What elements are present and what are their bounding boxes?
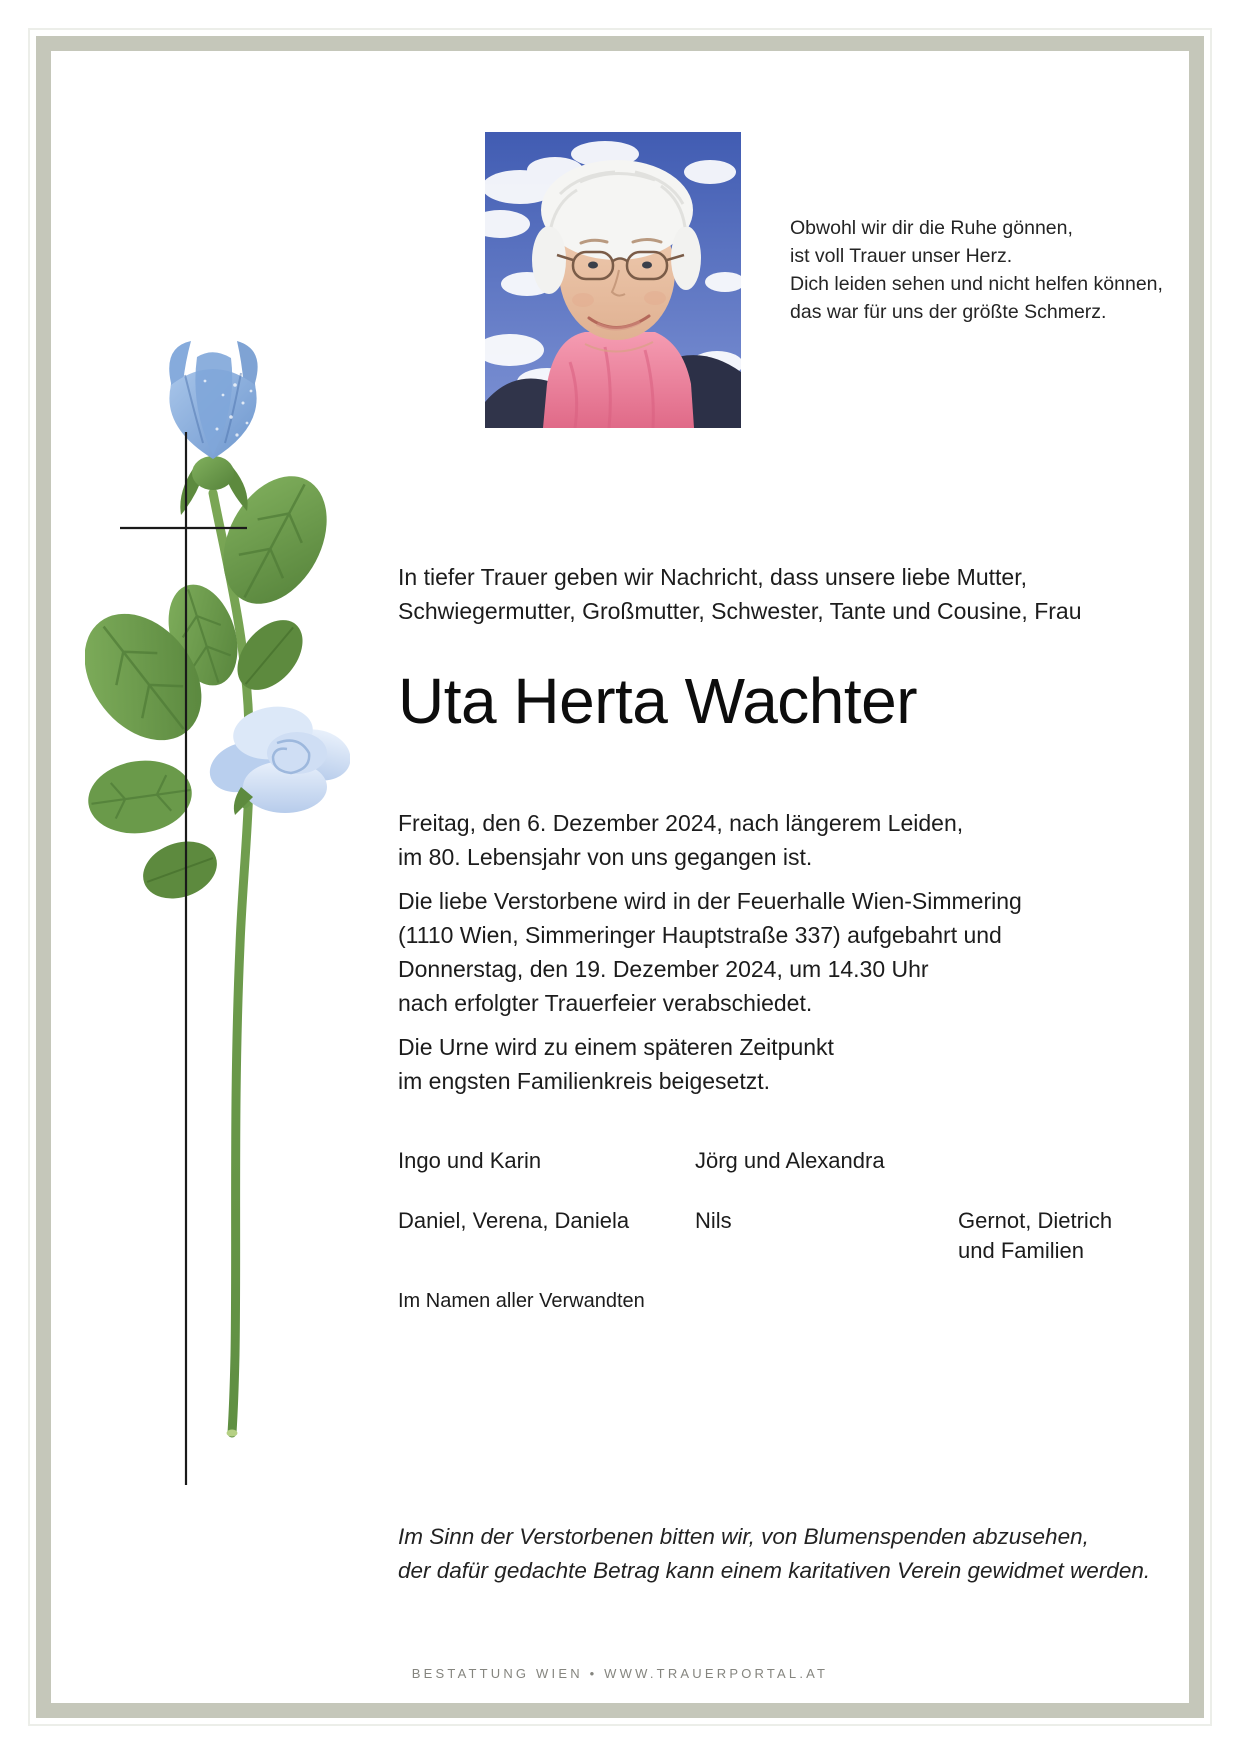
ceremony-info-line: (1110 Wien, Simmeringer Hauptstraße 337) aufgebahrt und [398,922,1002,948]
ceremony-info [398,884,1022,1020]
death-info-line: Freitag, den 6. Dezember 2024, nach längerem Leiden, [398,810,964,836]
blue-rose-illustration [85,325,350,1490]
death-info [398,806,963,874]
mourner-name-group [958,1206,1112,1266]
urn-info-line: Die Urne wird zu einem späteren Zeitpunkt [398,1034,834,1060]
mourner-name: Nils [695,1208,732,1233]
portrait-photo [485,132,741,428]
poem-line: Obwohl wir dir die Ruhe gönnen, [790,217,1073,239]
poem-line: das war für uns der größte Schmerz. [790,301,1107,323]
poem-line: ist voll Trauer unser Herz. [790,245,1013,267]
mourner-name: Ingo und Karin [398,1148,542,1173]
mourner-name: Gernot, Dietrich [958,1208,1113,1233]
pink-scarf [543,332,694,428]
announcement-line: In tiefer Trauer geben wir Nachricht, dass unsere liebe Mutter, [398,564,1027,590]
mourner-name: Daniel, Verena, Daniela [398,1208,630,1233]
mourner-name: Jörg und Alexandra [695,1148,885,1173]
announcement-text [398,560,1082,628]
urn-info [398,1030,834,1098]
ceremony-info-line: Donnerstag, den 19. Dezember 2024, um 14.30 Uhr [398,956,929,982]
footer-imprint: BESTATTUNG WIEN • WWW.TRAUERPORTAL.AT [411,1666,829,1681]
memorial-poem [790,214,1163,326]
donation-note-line: der dafür gedachte Betrag kann einem karitativen Verein gewidmet werden. [398,1558,1151,1583]
donation-note-line: Im Sinn der Verstorbenen bitten wir, von Blumenspenden abzusehen, [398,1524,1089,1549]
death-info-line: im 80. Lebensjahr von uns gegangen ist. [398,844,813,870]
closing-line: Im Namen aller Verwandten [398,1290,645,1312]
ceremony-info-line: Die liebe Verstorbene wird in der Feuerhalle Wien-Simmering [398,888,1022,914]
rose-image [85,325,350,1490]
poem-line: Dich leiden sehen und nicht helfen können, [790,273,1163,295]
deceased-name: Uta Herta Wachter [398,665,918,737]
ceremony-info-line: nach erfolgter Trauerfeier verabschiedet. [398,990,813,1016]
portrait-photo-image [485,132,741,428]
rose-bud [169,341,257,459]
announcement-line: Schwiegermutter, Großmutter, Schwester, Tante und Cousine, Frau [398,598,1082,624]
urn-info-line: im engsten Familienkreis beigesetzt. [398,1068,770,1094]
donation-note [398,1520,1150,1588]
mourner-name: und Familien [958,1238,1084,1263]
open-rose [203,702,350,815]
